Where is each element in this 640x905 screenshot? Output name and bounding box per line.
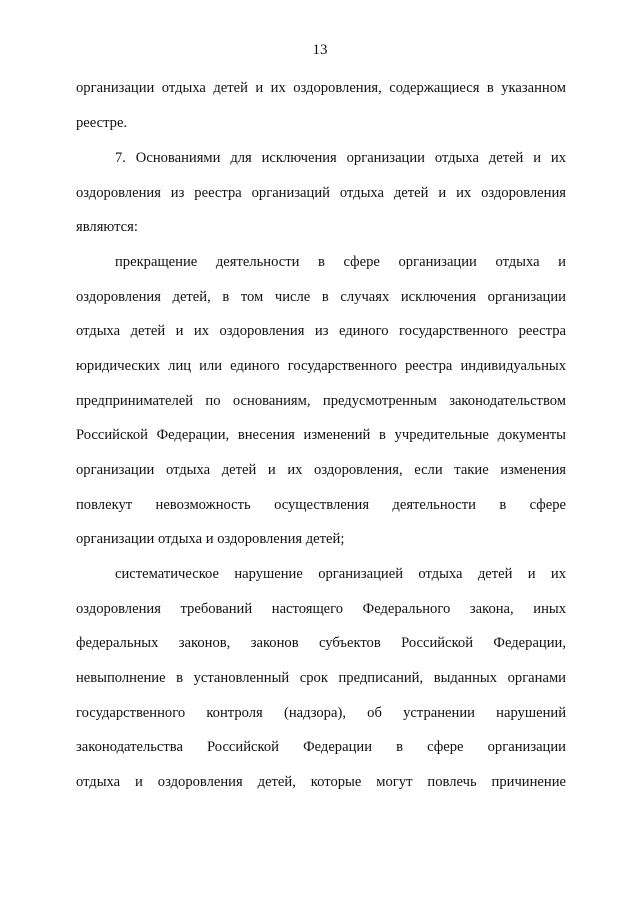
paragraph-start-line: 7. Основаниями для исключения организации отдыха детей и их bbox=[115, 150, 566, 166]
text-line: законодательства Российской Федерации в сфере организации bbox=[76, 739, 566, 755]
text-line: невыполнение в установленный срок предписаний, выданных органами bbox=[76, 670, 566, 686]
text-line: предпринимателей по основаниям, предусмотренным законодательством bbox=[76, 393, 566, 409]
text-line: повлекут невозможность осуществления деятельности в сфере bbox=[76, 497, 566, 513]
text-line: оздоровления требований настоящего Федерального закона, иных bbox=[76, 601, 566, 617]
text-line: отдыха детей и их оздоровления из единого государственного реестра bbox=[76, 323, 566, 339]
text-line: оздоровления из реестра организаций отдыха детей и их оздоровления bbox=[76, 185, 566, 201]
text-line: юридических лиц или единого государственного реестра индивидуальных bbox=[76, 358, 566, 374]
text-line: являются: bbox=[76, 219, 138, 235]
text-line: оздоровления детей, в том числе в случаях исключения организации bbox=[76, 289, 566, 305]
page-number: 13 bbox=[312, 42, 328, 58]
text-line: государственного контроля (надзора), об устранении нарушений bbox=[76, 705, 566, 721]
paragraph-start-line: систематическое нарушение организацией отдыха детей и их bbox=[115, 566, 566, 582]
text-line: организации отдыха детей и их оздоровления, содержащиеся в указанном bbox=[76, 80, 566, 96]
paragraph-start-line: прекращение деятельности в сфере организации отдыха и bbox=[115, 254, 566, 270]
text-line: организации отдыха и оздоровления детей; bbox=[76, 531, 345, 547]
text-line: отдыха и оздоровления детей, которые могут повлечь причинение bbox=[76, 774, 566, 790]
text-line: Российской Федерации, внесения изменений в учредительные документы bbox=[76, 427, 566, 443]
text-line: реестре. bbox=[76, 115, 128, 131]
text-line: федеральных законов, законов субъектов Российской Федерации, bbox=[76, 635, 566, 651]
text-line: организации отдыха детей и их оздоровления, если такие изменения bbox=[76, 462, 566, 478]
